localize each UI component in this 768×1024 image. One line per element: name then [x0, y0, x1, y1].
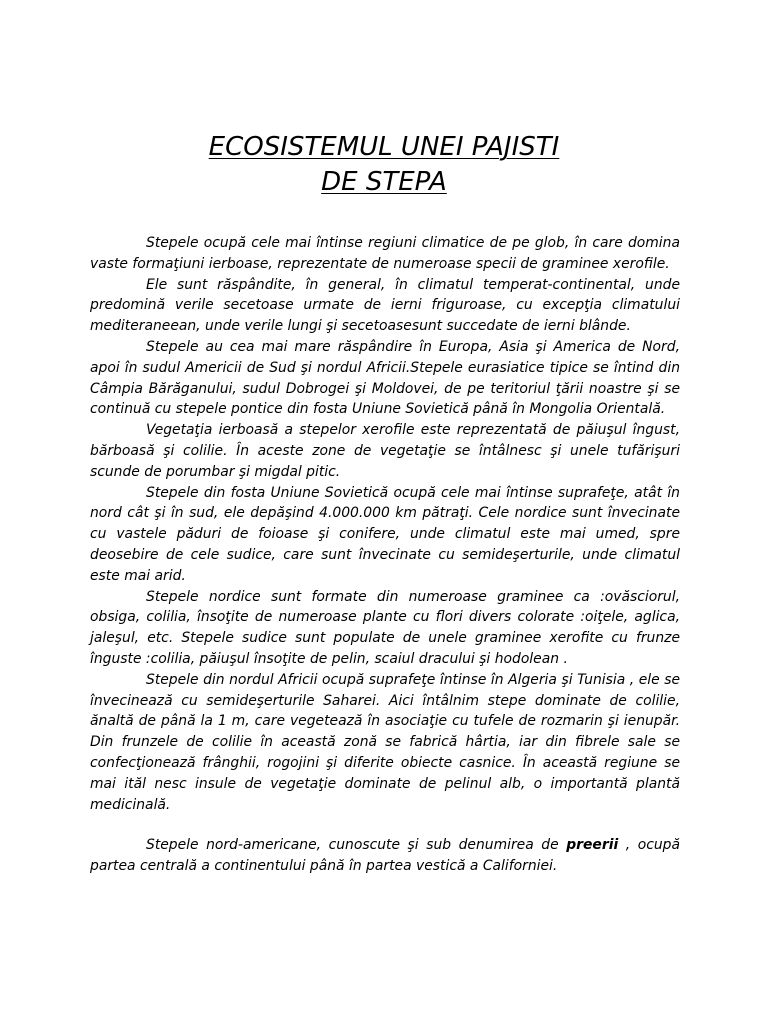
paragraph-8-text-end: , ocupă partea centrală a continentului până în partea vestică a Californiei.	[90, 837, 681, 875]
paragraph-1: Stepele ocupă cele mai întinse regiuni climatice de pe glob, în care domina vaste formaţiuni ierboase, reprezentate de numeroase specii de graminee xerofile.	[90, 235, 680, 272]
paragraph-8-bold-term: preerii	[566, 837, 619, 854]
document-title-line-1: ECOSISTEMUL UNEI PAJISTI	[208, 132, 560, 162]
paragraph-6: Stepele nordice sunt formate din numeroase graminee ca :ovăsciorul, obsiga, colilia, însoţite de numeroase plante cu flori divers colorate :oiţele, aglica, jaleşul, etc. Stepele sudice sunt populate de unele graminee xerofite cu frunze înguste :colilia, păiuşul însoţite de pelin, scaiul dracului şi hodolean .	[90, 588, 680, 667]
paragraph-8	[90, 835, 680, 877]
paragraph-7: Stepele din nordul Africii ocupă suprafeţe întinse în Algeria şi Tunisia , ele se învecinează cu semideşerturile Saharei. Aici întâlnim stepe dominate de colilie, ănaltă de până la 1 m, care vegetează în asociaţie cu tufele de rozmarin şi ienupăr. Din frunzele de colilie în această zonă se fabrică hârtia, iar din fibrele sale se confecţionează frânghii, rogojini şi diferite obiecte casnice. În această regiune se mai ităl nesc insule de vegetaţie dominate de pelinul alb, o importantă plantă medicinală.	[90, 671, 680, 813]
paragraph-4: Vegetaţia ierboasă a stepelor xerofile este reprezentată de păiuşul îngust, bărboasă şi colilie. În aceste zone de vegetaţie se întâlnesc şi unele tufărişuri scunde de porumbar şi migdal pitic.	[90, 422, 680, 480]
paragraph-8-text-start: Stepele nord-americane, cunoscute şi sub denumirea de	[146, 837, 567, 854]
document-title-line-2: DE STEPA	[321, 167, 447, 197]
document-body	[90, 233, 680, 877]
paragraph-5: Stepele din fosta Uniune Sovietică ocupă cele mai întinse suprafeţe, atât în nord cât şi în sud, ele depăşind 4.000.000 km pătraţi. Cele nordice sunt învecinate cu vastele păduri de foioase şi conifere, unde climatul este mai umed, spre deosebire de cele sudice, care sunt învecinate cu semideşerturile, unde climatul este mai arid.	[90, 484, 680, 584]
paragraph-3: Stepele au cea mai mare răspândire în Europa, Asia şi America de Nord, apoi în sudul Americii de Sud şi nordul Africii.Stepele eurasiatice tipice se întind din Câmpia Bărăganului, sudul Dobrogei şi Moldovei, de pe teritoriul ţării noastre şi se continuă cu stepele pontice din fosta Uniune Sovietică până în Mongolia Orientală.	[90, 338, 680, 418]
paragraph-2: Ele sunt răspândite, în general, în climatul temperat-continental, unde predomină verile secetoase urmate de ierni friguroase, cu excepţia climatului mediteraneean, unde verile lungi şi secetoasesunt succedate de ierni blânde.	[90, 276, 680, 335]
